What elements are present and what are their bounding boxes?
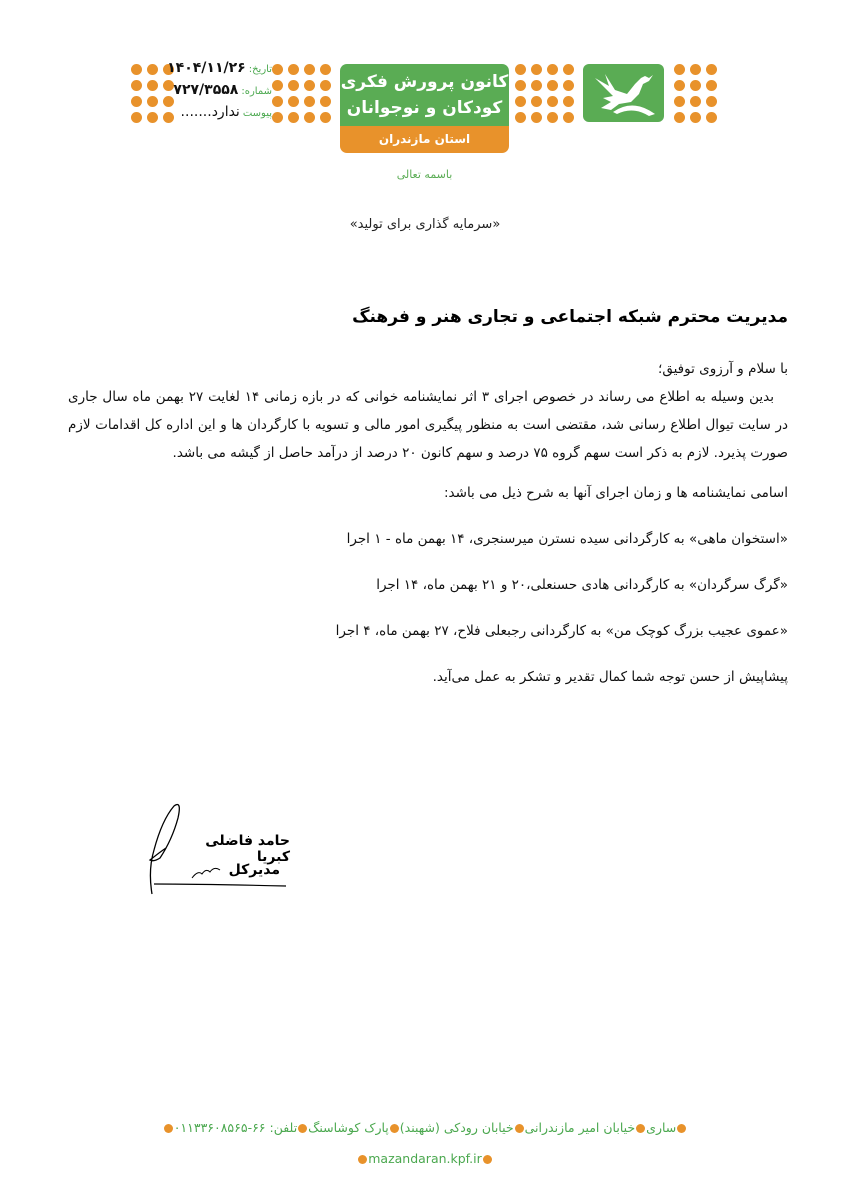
brand-name [340,64,509,126]
play-item: «عموی عجیب بزرگ کوچک من» به کارگردانی رجبعلی فلاح، ۲۷ بهمن ماه، ۴ اجرا [335,623,788,639]
attachment-value: ندارد....... [180,104,240,120]
footer-segment: پارک کوشاسنگ [308,1120,389,1135]
footer-segment: خیابان امیر مازندرانی [524,1120,636,1135]
bullet-dot-icon [483,1155,492,1164]
bullet-dot-icon [164,1124,173,1133]
attachment-label: پیوست [242,108,272,119]
meta-number-row [150,80,272,102]
number-label: شماره: [241,86,272,97]
date-value: ۱۴۰۴/۱۱/۲۶ [167,60,246,76]
website-link[interactable]: mazandaran.kpf.ir [368,1151,482,1166]
brand-province: استان مازندران [340,126,509,153]
footer-address [0,1120,850,1135]
bullet-dot-icon [358,1155,367,1164]
year-slogan: «سرمایه گذاری برای تولید» [349,217,501,232]
number-value: ۷۲۷/۳۵۵۸ [173,82,239,98]
bullet-dot-icon [515,1124,524,1133]
decorative-dot-grid-mid [515,64,574,123]
decorative-dot-grid-right [674,64,717,123]
bullet-dot-icon [677,1124,686,1133]
list-intro: اسامی نمایشنامه ها و زمان اجرای آنها به شرح ذیل می باشد: [444,485,788,501]
recipient-heading: مدیریت محترم شبکه اجتماعی و تجاری هنر و فرهنگ [352,307,788,327]
letter-body [68,355,788,691]
bird-logo-graphic [583,64,664,122]
date-label: تاریخ: [248,64,272,75]
main-paragraph: بدین وسیله به اطلاع می رساند در خصوص اجرای ۳ اثر نمایشنامه خوانی که در بازه زمانی ۱۴ لغایت ۲۷ بهمن ماه سال جاری در سایت تیوال اطلاع رسانی شد، مقتضی است به منظور پیگیری امور مالی و تسویه با کارگردان ها و این اداره کل اقدامات لازم صورت پذیرد. لازم به ذکر است سهم گروه ۷۵ درصد و سهم کانون ۲۰ درصد از درآمد حاصل از گیشه می باشد. [68,389,788,461]
signature-block [140,800,300,900]
brand-line-1: کانون پرورش فکری [340,72,509,92]
decorative-dot-grid-mid-left [272,64,331,123]
footer-website-row [0,1151,850,1166]
footer-phone: تلفن: ۶۶-۰۱۱۳۳۶۰۸۵۶۵ [173,1120,298,1135]
bismillah-text: باسمه تعالی [396,168,453,181]
kanoon-bird-logo-icon [583,64,664,122]
greeting: با سلام و آرزوی توفیق؛ [658,361,788,377]
meta-attachment-row [150,102,272,124]
play-item: «استخوان ماهی» به کارگردانی سیده نسترن میرسنجری، ۱۴ بهمن ماه - ۱ اجرا [346,531,788,547]
bullet-dot-icon [298,1124,307,1133]
play-item: «گرگ سرگردان» به کارگردانی هادی حسنعلی،۲۰ و ۲۱ بهمن ماه، ۱۴ اجرا [376,577,788,593]
signatory-title: مدیرکل [228,862,280,878]
letter-meta [150,58,272,124]
bullet-dot-icon [636,1124,645,1133]
closing-sentence: پیشاپیش از حسن توجه شما کمال تقدیر و تشکر به عمل می‌آید. [432,669,788,685]
organization-brand [340,64,509,153]
bullet-dot-icon [390,1124,399,1133]
meta-date-row [150,58,272,80]
brand-line-2: کودکان و نوجوانان [346,98,503,118]
footer-segment: ساری [646,1120,677,1135]
signatory-name: حامد فاضلی کبریا [205,833,290,865]
footer-segment: خیابان رودکی (شهبند) [399,1120,514,1135]
